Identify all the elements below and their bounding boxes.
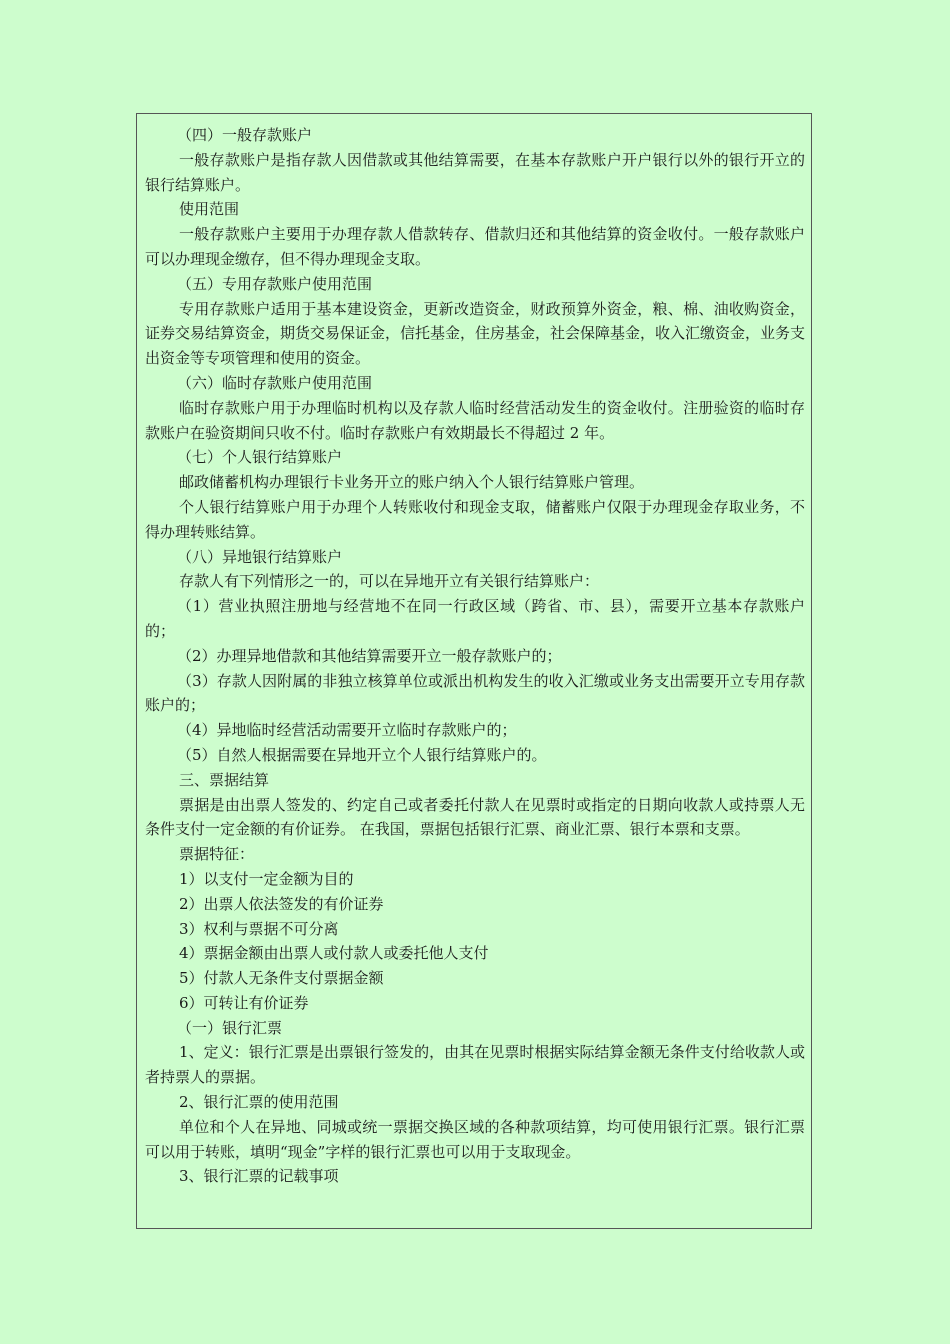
- list-item: （5）自然人根据需要在异地开立个人银行结算账户的。: [177, 745, 547, 764]
- paragraph: 一般存款账户主要用于办理存款人借款转存、借款归还和其他结算的资金收付。一般存款账户可以办理现金缴存，但不得办理现金支取。: [145, 225, 805, 268]
- list-item: 4）票据金额由出票人或付款人或委托他人支付: [179, 944, 489, 963]
- heading-remote-account: （八）异地银行结算账户: [177, 547, 343, 566]
- paragraph: 存款人有下列情形之一的，可以在异地开立有关银行结算账户：: [179, 572, 600, 591]
- paragraph: 单位和个人在异地、同城或统一票据交换区域的各种款项结算，均可使用银行汇票。银行汇票可以用于转账，填明“现金”字样的银行汇票也可以用于支取现金。: [145, 1117, 805, 1161]
- subheading-bill-features: 票据特征：: [179, 845, 255, 864]
- paragraph: 专用存款账户适用于基本建设资金，更新改造资金，财政预算外资金，粮、棉、油收购资金，证券交易结算资金，期货交易保证金，信托基金，住房基金，社会保障基金，收入汇缴资金，业务支出资金等专项管理和使用的资金。: [145, 299, 806, 368]
- paragraph: 邮政储蓄机构办理银行卡业务开立的账户纳入个人银行结算账户管理。: [179, 473, 645, 492]
- list-item: （2）办理异地借款和其他结算需要开立一般存款账户的；: [177, 646, 562, 665]
- list-item: 2）出票人依法签发的有价证券: [179, 894, 384, 913]
- document-frame: [136, 113, 812, 1229]
- document-body: [145, 123, 805, 1189]
- paragraph: 票据是由出票人签发的、约定自己或者委托付款人在见票时或指定的日期向收款人或持票人无条件支付一定金额的有价证券。 在我国，票据包括银行汇票、商业汇票、银行本票和支票。: [145, 795, 805, 839]
- subheading: 3、银行汇票的记载事项: [179, 1167, 339, 1186]
- list-item: 1）以支付一定金额为目的: [179, 869, 354, 888]
- heading-temporary-account: （六）临时存款账户使用范围: [177, 373, 373, 392]
- heading-bill-settlement: 三、票据结算: [179, 770, 270, 789]
- heading-special-account: （五）专用存款账户使用范围: [177, 274, 373, 293]
- list-item: （3）存款人因附属的非独立核算单位或派出机构发生的收入汇缴或业务支出需要开立专用存款账户的；: [145, 671, 805, 715]
- subheading-scope: 使用范围: [179, 200, 240, 219]
- subheading: 2、银行汇票的使用范围: [179, 1093, 339, 1112]
- paragraph: 个人银行结算账户用于办理个人转账收付和现金支取，储蓄账户仅限于办理现金存取业务，不得办理转账结算。: [145, 497, 805, 541]
- paragraph: 1、定义：银行汇票是出票银行签发的，由其在见票时根据实际结算金额无条件支付给收款人或者持票人的票据。: [145, 1043, 805, 1087]
- heading-personal-account: （七）个人银行结算账户: [177, 448, 343, 467]
- list-item: （1）营业执照注册地与经营地不在同一行政区域（跨省、市、县），需要开立基本存款账户的；: [145, 597, 805, 640]
- paragraph: 临时存款账户用于办理临时机构以及存款人临时经营活动发生的资金收付。注册验资的临时存款账户在验资期间只收不付。临时存款账户有效期最长不得超过 2 年。: [145, 398, 805, 442]
- heading-general-account: （四）一般存款账户: [177, 126, 313, 144]
- list-item: 3）权利与票据不可分离: [179, 919, 339, 938]
- list-item: （4）异地临时经营活动需要开立临时存款账户的；: [177, 721, 517, 740]
- list-item: 5）付款人无条件支付票据金额: [179, 969, 384, 988]
- paragraph: 一般存款账户是指存款人因借款或其他结算需要，在基本存款账户开户银行以外的银行开立的银行结算账户。: [145, 150, 805, 194]
- list-item: 6）可转让有价证券: [179, 993, 309, 1012]
- heading-bank-draft: （一）银行汇票: [177, 1018, 283, 1037]
